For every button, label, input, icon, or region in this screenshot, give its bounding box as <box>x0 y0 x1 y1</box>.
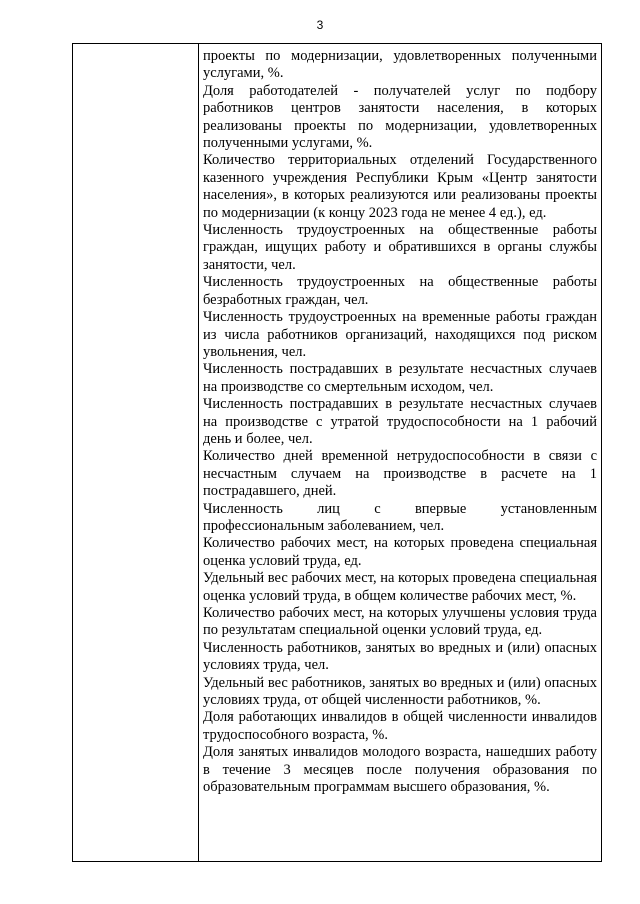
indicator-paragraph: Количество рабочих мест, на которых проведена специальная оценка условий труда, ед. <box>203 535 597 569</box>
indicator-paragraph: Удельный вес работников, занятых во вредных и (или) опасных условиях труда, от общей численности работников, %. <box>203 674 597 709</box>
indicator-paragraph: Численность трудоустроенных на временные работы граждан из числа работников организаций, находящихся под риском увольнения, чел. <box>203 309 597 360</box>
table-left-column <box>73 44 199 861</box>
indicator-paragraph: Численность лиц с впервые установленным профессиональным заболеванием, чел. <box>203 500 597 534</box>
table-right-column <box>199 44 601 861</box>
indicator-paragraph: Доля работающих инвалидов в общей численности инвалидов трудоспособного возраста, %. <box>203 709 597 743</box>
indicator-paragraph: Доля работодателей - получателей услуг по подбору работников центров занятости населения, в которых реализованы проекты по модернизации, удовлетворенных полученными услугами, %. <box>203 82 597 152</box>
indicator-paragraph: Количество дней временной нетрудоспособности в связи с несчастным случаем на производстве в расчете на 1 пострадавшего, дней. <box>203 448 597 500</box>
page-number: 3 <box>316 18 324 32</box>
indicator-paragraph: Численность трудоустроенных на общественные работы безработных граждан, чел. <box>203 274 597 308</box>
indicator-paragraph: Удельный вес рабочих мест, на которых проведена специальная оценка условий труда, в общем количестве рабочих мест, %. <box>203 570 597 604</box>
indicator-paragraph: Численность пострадавших в результате несчастных случаев на производстве с утратой трудоспособности на 1 рабочий день и более, чел. <box>203 396 597 447</box>
indicator-paragraph: Численность трудоустроенных на общественные работы граждан, ищущих работу и обратившихся в органы службы занятости, чел. <box>203 222 597 273</box>
indicator-paragraph: Количество территориальных отделений Государственного казенного учреждения Республики Крым «Центр занятости населения», в которых реализуются или реализованы проекты по модернизации (к концу 2023 года не менее 4 ед.), ед. <box>203 152 597 221</box>
indicator-paragraph: Доля занятых инвалидов молодого возраста, нашедших работу в течение 3 месяцев после получения образования по образовательным программам высшего образования, %. <box>203 744 597 796</box>
indicator-paragraph: Количество рабочих мест, на которых улучшены условия труда по результатам специальной оценки условий труда, ед. <box>203 605 597 639</box>
indicator-paragraph: проекты по модернизации, удовлетворенных полученными услугами, %. <box>203 48 597 82</box>
indicator-paragraph: Численность пострадавших в результате несчастных случаев на производстве со смертельным исходом, чел. <box>203 361 597 395</box>
indicator-paragraph: Численность работников, занятых во вредных и (или) опасных условиях труда, чел. <box>203 639 597 674</box>
indicators-table <box>72 43 602 862</box>
